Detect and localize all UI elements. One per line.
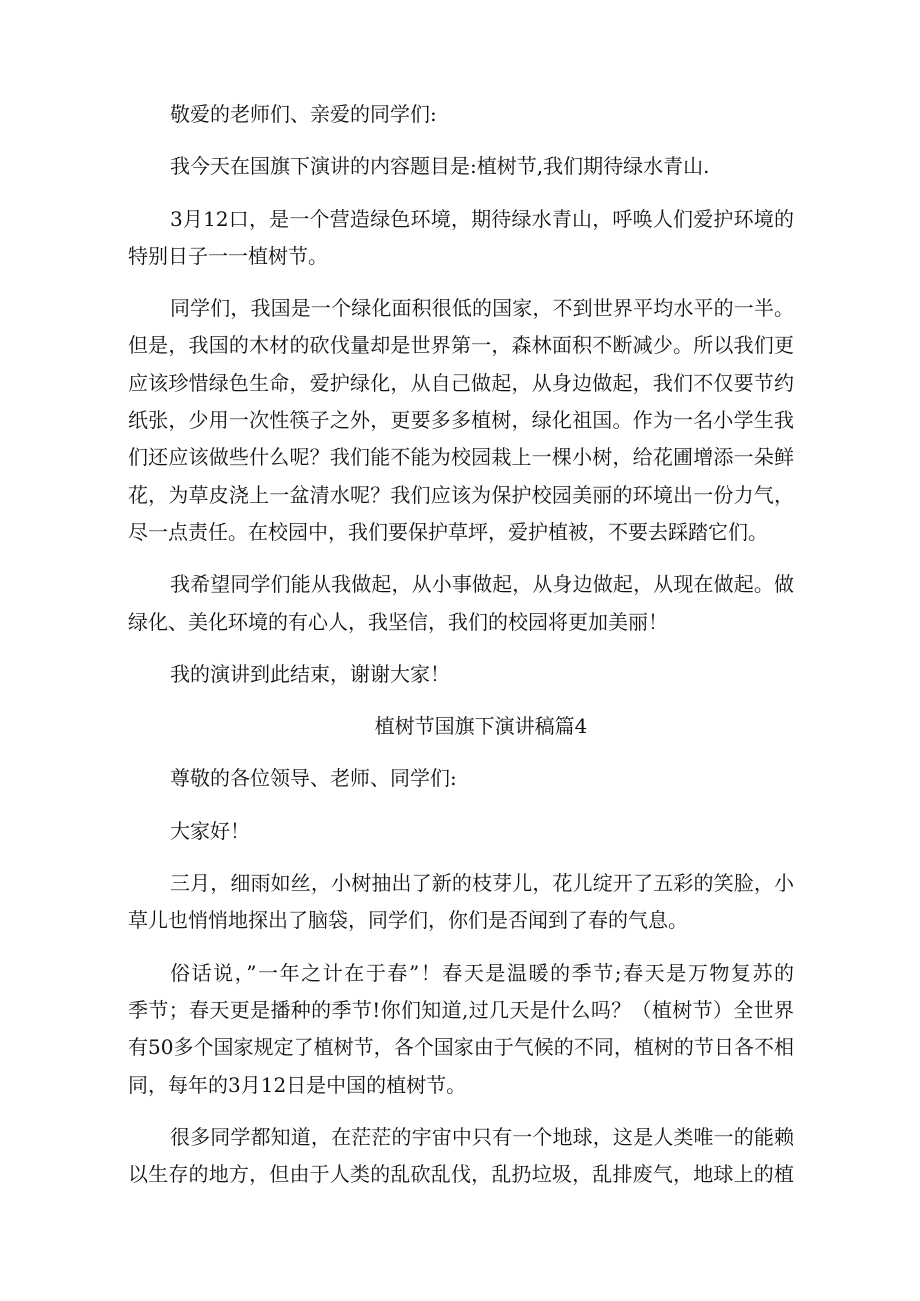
text-line: 同，每年的3月12日是中国的植树节。 — [128, 1072, 467, 1097]
text-line: 纸张，少用一次性筷子之外，更要多多植树，绿化祖国。作为一名小学生我 — [128, 408, 794, 433]
paragraph-earth — [128, 1119, 794, 1194]
text-line: 我希望同学们能从我做起，从小事做起，从身边做起，从现在做起。做 — [170, 572, 794, 597]
text-line: 以生存的地方，但由于人类的乱砍乱伐，乱扔垃圾，乱排废气，地球上的植 — [128, 1162, 794, 1187]
document-body — [128, 96, 794, 1193]
text-line: 敬爱的老师们、亲爱的同学们: — [170, 102, 437, 126]
text-line: 应该珍惜绿色生命，爱护绿化，从自己做起，从身边做起，我们不仅要节约 — [128, 370, 794, 395]
text-line: 三月，细雨如丝，小树抽出了新的枝芽儿，花儿绽开了五彩的笑脸，小 — [170, 871, 794, 896]
text-line: 尽一点责任。在校园中，我们要保护草坪，爱护植被，不要去踩踏它们。 — [128, 519, 768, 544]
paragraph-salutation — [128, 760, 794, 797]
text-line: 有50多个国家规定了植树节，各个国家由于气候的不同，植树的节日各不相 — [128, 1035, 794, 1060]
paragraph-closing — [128, 656, 794, 693]
text-line: 3月12口，是一个营造绿色环境，期待绿水青山，呼唤人们爱护环境的 — [170, 206, 794, 231]
paragraph-date — [128, 201, 794, 276]
paragraph-hope — [128, 566, 794, 641]
text-line: 我的演讲到此结束，谢谢大家！ — [170, 661, 450, 686]
text-line: 特别日子一一植树节。 — [128, 243, 328, 268]
section-title — [128, 708, 794, 745]
paragraph-proverb — [128, 955, 794, 1104]
text-line: 很多同学都知道，在茫茫的宇宙中只有一个地球，这是人类唯一的能赖 — [170, 1124, 794, 1149]
text-line: 我今天在国旗下演讲的内容题目是:植树节,我们期待绿水青山. — [170, 154, 710, 179]
paragraph-spring — [128, 865, 794, 940]
text-line: 们还应该做些什么呢？我们能不能为校园栽上一棵小树，给花圃增添一朵鲜 — [128, 445, 794, 470]
text-line: 俗话说，”一年之计在于春”！春天是温暖的季节;春天是万物复苏的 — [170, 960, 794, 985]
text-line: 花，为草皮浇上一盆清水呢？我们应该为保护校园美丽的环境出一份力气， — [128, 482, 794, 507]
text-line: 大家好！ — [170, 818, 250, 843]
section-title-text: 植树节国旗下演讲稿篇4 — [374, 714, 588, 739]
text-line: 但是，我国的木材的砍伐量却是世界第一，森林面积不断减少。所以我们更 — [128, 333, 794, 358]
paragraph-topic — [128, 148, 794, 185]
text-line: 季节；春天更是播种的季节!你们知道,过几天是什么吗？（植树节）全世界 — [128, 997, 794, 1022]
paragraph-greeting — [128, 96, 794, 133]
text-line: 同学们，我国是一个绿化面积很低的国家，不到世界平均水平的一半。 — [170, 296, 794, 321]
text-line: 绿化、美化环境的有心人，我坚信，我们的校园将更加美丽！ — [128, 609, 668, 634]
text-line: 尊敬的各位领导、老师、同学们: — [170, 766, 457, 791]
paragraph-hello — [128, 813, 794, 850]
paragraph-greening — [128, 290, 794, 551]
text-line: 草儿也悄悄地探出了脑袋，同学们，你们是否闻到了春的气息。 — [128, 908, 688, 933]
